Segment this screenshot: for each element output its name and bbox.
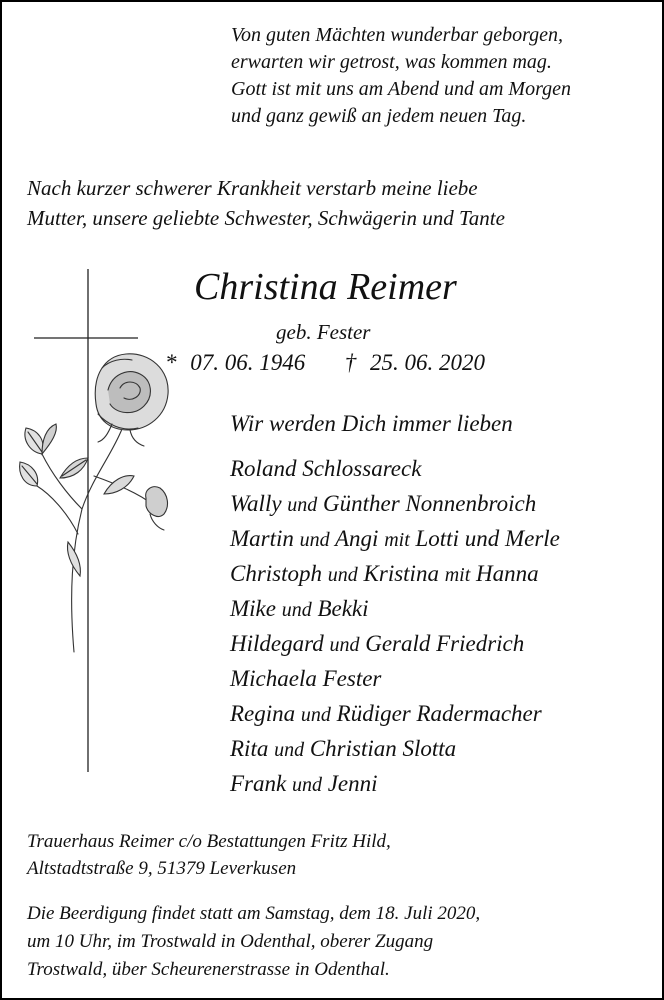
tagline: Wir werden Dich immer lieben xyxy=(230,411,513,436)
mourner-name: Mike xyxy=(230,596,276,621)
mourner-row xyxy=(230,731,560,766)
death-date: 25. 06. 2020 xyxy=(370,350,485,375)
poem-line: und ganz gewiß an jedem neuen Tag. xyxy=(231,105,527,127)
mourner-name: Günther Nonnenbroich xyxy=(323,491,537,516)
mourner-name: Christian Slotta xyxy=(309,736,457,761)
mourner-connector: und xyxy=(287,494,318,516)
poem-line: Gott ist mit uns am Abend und am Morgen xyxy=(231,78,571,100)
mourner-name: Wally xyxy=(230,491,282,516)
address-line: Altstadtstraße 9, 51379 Leverkusen xyxy=(27,858,297,879)
funeral-line: Trostwald, über Scheurenerstrasse in Odenthal. xyxy=(27,959,390,980)
intro-line: Nach kurzer schwerer Krankheit verstarb meine liebe xyxy=(27,176,478,200)
mourner-name: Gerald Friedrich xyxy=(365,631,525,656)
life-dates xyxy=(165,348,485,378)
mourner-name: Kristina xyxy=(363,561,439,586)
mourner-name: Martin xyxy=(230,526,294,551)
funeral-line: Die Beerdigung findet statt am Samstag, dem 18. Juli 2020, xyxy=(27,903,481,924)
mourner-connector: und xyxy=(300,704,331,726)
maiden-name: geb. Fester xyxy=(276,320,371,344)
mourner-name: Frank xyxy=(230,771,287,796)
mourner-connector: und xyxy=(281,599,312,621)
mourner-name: Hanna xyxy=(476,561,539,586)
cross-and-rose-illustration xyxy=(12,264,192,784)
mourner-name: Jenni xyxy=(327,771,378,796)
mourner-name: Hildegard xyxy=(230,631,324,656)
announcement-intro xyxy=(27,173,505,233)
funeral-line: um 10 Uhr, im Trostwald in Odenthal, oberer Zugang xyxy=(27,931,434,952)
mourner-row xyxy=(230,696,560,731)
poem-verse xyxy=(231,22,571,130)
poem-line: Von guten Mächten wunderbar geborgen, xyxy=(231,24,563,46)
birth-date: 07. 06. 1946 xyxy=(190,350,306,375)
mourner-row xyxy=(230,766,560,801)
mourner-row xyxy=(230,591,560,626)
mourner-connector: und xyxy=(327,564,358,586)
mourners-list xyxy=(230,451,560,801)
address-line: Trauerhaus Reimer c/o Bestattungen Fritz Hild, xyxy=(27,831,391,852)
cross-icon xyxy=(34,269,138,772)
poem-line: erwarten wir getrost, was kommen mag. xyxy=(231,51,552,73)
intro-line: Mutter, unsere geliebte Schwester, Schwägerin und Tante xyxy=(27,206,505,230)
mourner-name: Regina xyxy=(230,701,296,726)
mourner-name: Lotti und Merle xyxy=(415,526,560,551)
mourner-row xyxy=(230,521,560,556)
birth-symbol: * xyxy=(165,350,177,375)
mourner-row xyxy=(230,556,560,591)
mourner-row xyxy=(230,486,560,521)
rose-icon xyxy=(20,354,169,652)
mourner-connector: mit xyxy=(384,529,410,551)
death-cross-icon: † xyxy=(344,350,357,375)
mourner-connector: und xyxy=(299,529,330,551)
mourner-name: Angi xyxy=(334,526,379,551)
funeral-information xyxy=(27,900,480,984)
mourner-name: Rita xyxy=(230,736,269,761)
mourner-name: Rüdiger Radermacher xyxy=(336,701,542,726)
deceased-name: Christina Reimer xyxy=(194,266,457,308)
mourner-name: Roland Schlossareck xyxy=(230,456,422,481)
mourner-row xyxy=(230,626,560,661)
mourner-name: Christoph xyxy=(230,561,323,586)
mourner-row xyxy=(230,661,560,696)
mourner-connector: und xyxy=(291,774,322,796)
mourner-connector: und xyxy=(274,739,305,761)
mourner-connector: mit xyxy=(444,564,471,586)
mourner-connector: und xyxy=(329,634,360,656)
mourner-name: Bekki xyxy=(317,596,369,621)
mourner-row xyxy=(230,451,560,486)
mourning-house-address xyxy=(27,828,391,882)
mourner-name: Michaela Fester xyxy=(230,666,382,691)
